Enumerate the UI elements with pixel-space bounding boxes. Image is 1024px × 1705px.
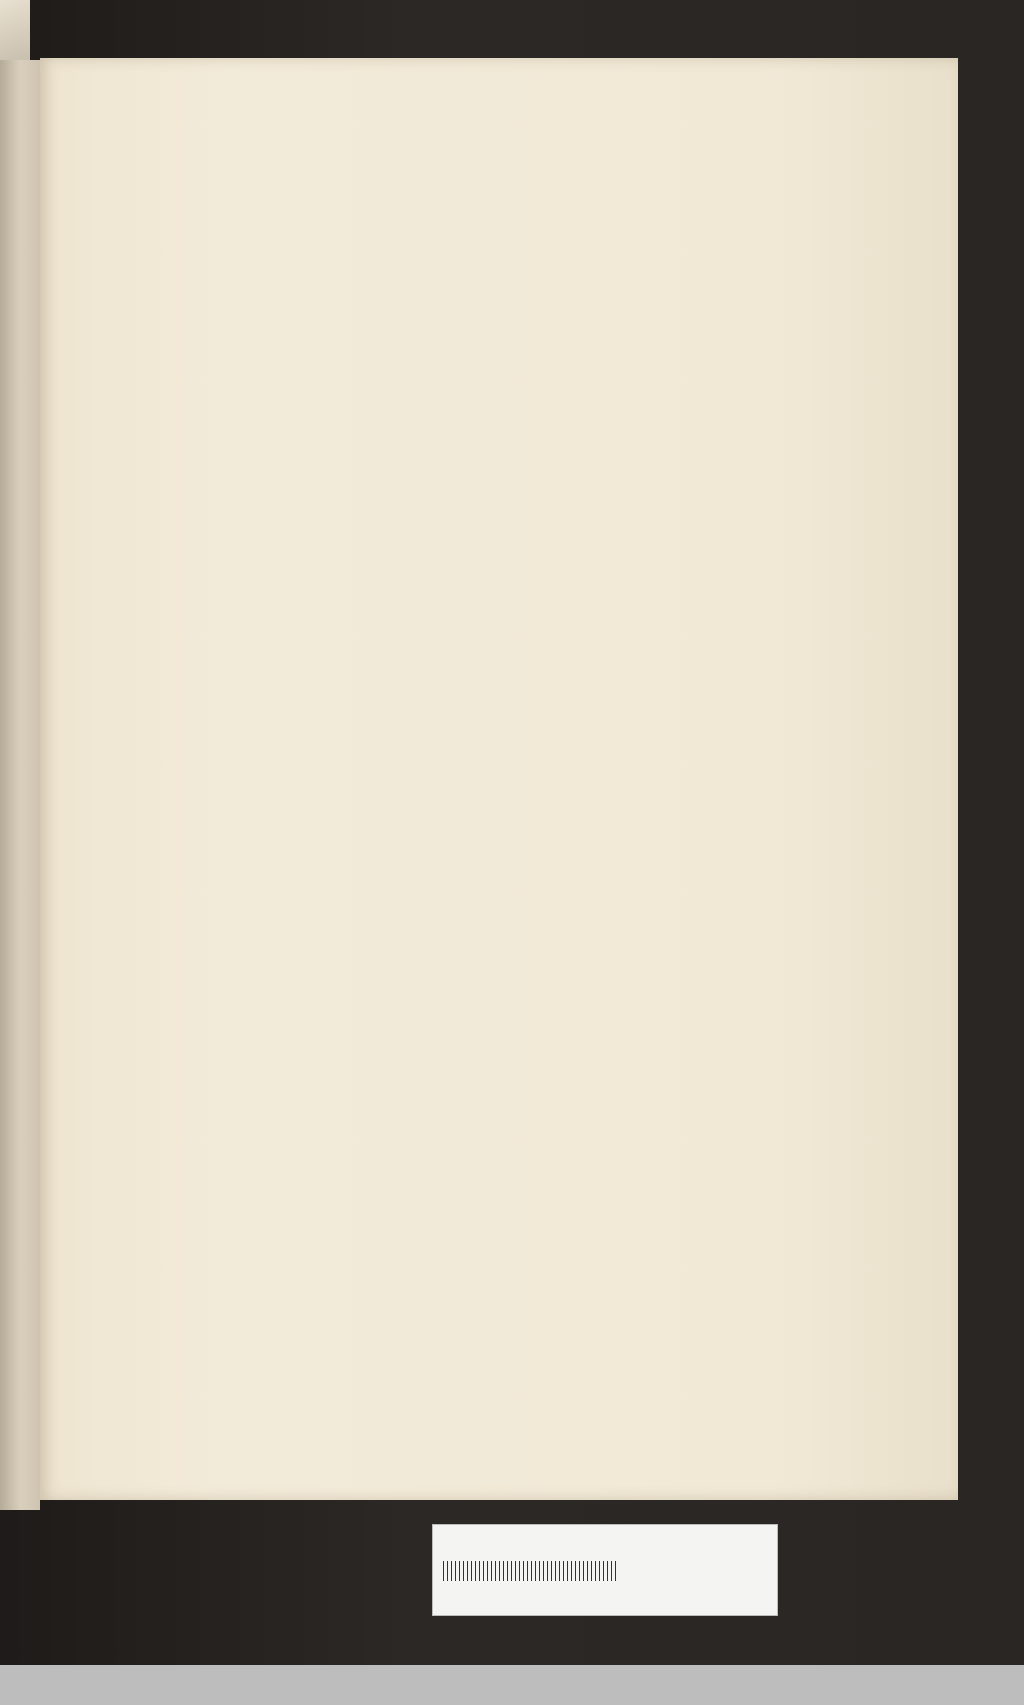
running-head [40,164,958,200]
footer-bar [0,1665,1024,1705]
left-page-edge [0,60,40,1510]
book-page [40,58,958,1500]
library-color-bar [432,1524,778,1616]
left-page-corner [0,0,30,60]
scale-ruler [443,1561,619,1589]
ruler-ticks [443,1561,619,1581]
gray-scale-swatches [699,1559,761,1587]
section-heading-container [40,890,958,922]
ruler-numbers [443,1593,623,1609]
